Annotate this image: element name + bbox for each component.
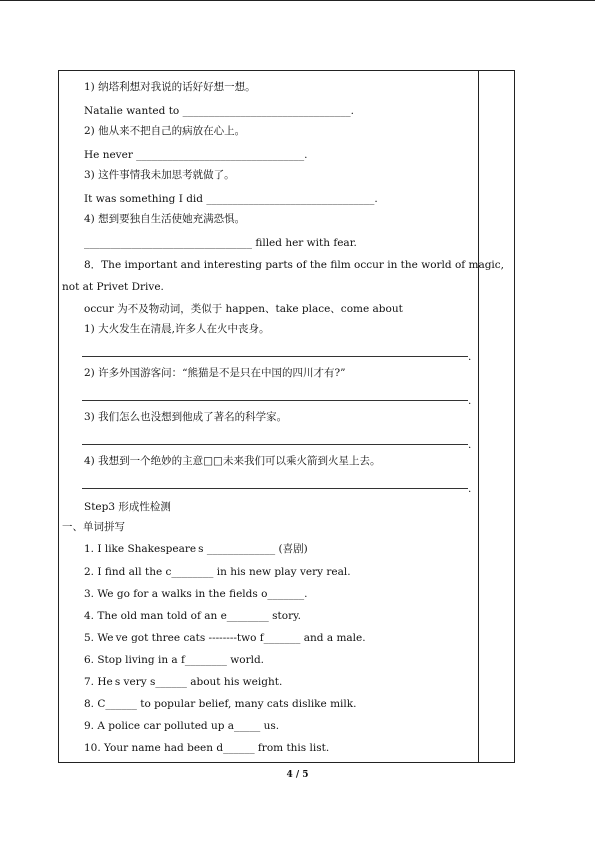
text-line: 9. A police car polluted up a_____ us. [84, 720, 280, 732]
text-line: 3) 这件事情我未加思考就做了。 [84, 169, 235, 181]
text-line: 8．The important and interesting parts of the film occur in the world of magic, [84, 259, 505, 271]
text-line: 7. He s very s______ about his weight. [84, 676, 283, 688]
table-column-divider [478, 70, 479, 763]
text-line: 4) 想到要独自生活使她充满恐惧。 [84, 213, 246, 225]
answer-blank-line[interactable] [82, 488, 468, 489]
text-line: occur 为不及物动词，类似于 happen、take place、come about [84, 303, 403, 315]
page-number: 4 / 5 [286, 770, 309, 780]
answer-blank-line[interactable] [82, 444, 468, 445]
text-line: not at Privet Drive. [62, 281, 164, 293]
text-line: 1. I like Shakespeare s _____________ (喜剧) [84, 543, 308, 555]
text-line: 一、单词拼写 [62, 521, 125, 533]
text-line: 5. We ve got three cats --------two f_______ and a male. [84, 632, 366, 644]
text-line: 1) 大火发生在清晨,许多人在火中丧身。 [84, 323, 270, 335]
text-line: 8. C______ to popular belief, many cats dislike milk. [84, 698, 357, 710]
page-top-rule [0, 0, 595, 1]
text-line: 2) 许多外国游客问：“熊猫是不是只在中国的四川才有?” [84, 367, 346, 379]
text-line: 6. Stop living in a f________ world. [84, 654, 265, 666]
text-line: He never ________________________________. [84, 149, 308, 161]
text-line: 3. We go for a walks in the fields o_______. [84, 588, 308, 600]
answer-line-period: . [468, 395, 472, 407]
answer-blank-line[interactable] [82, 400, 468, 401]
text-line: 1) 纳塔利想对我说的话好好想一想。 [84, 81, 256, 93]
text-line: ________________________________ filled her with fear. [84, 237, 357, 249]
text-line: 3) 我们怎么也没想到他成了著名的科学家。 [84, 411, 288, 423]
text-line: 4) 我想到一个绝妙的主意□□未来我们可以乘火箭到火星上去。 [84, 455, 381, 467]
text-line: Step3 形成性检测 [84, 501, 171, 513]
answer-line-period: . [468, 483, 472, 495]
text-line: 10. Your name had been d______ from this list. [84, 742, 330, 754]
text-line: Natalie wanted to ________________________________. [84, 105, 354, 117]
answer-line-period: . [468, 351, 472, 363]
text-line: 2. I find all the c________ in his new play very real. [84, 566, 351, 578]
text-line: 4. The old man told of an e________ story. [84, 610, 301, 622]
answer-blank-line[interactable] [82, 356, 468, 357]
text-line: 2) 他从来不把自己的病放在心上。 [84, 125, 246, 137]
text-line: It was something I did ________________________________. [84, 193, 378, 205]
answer-line-period: . [468, 439, 472, 451]
